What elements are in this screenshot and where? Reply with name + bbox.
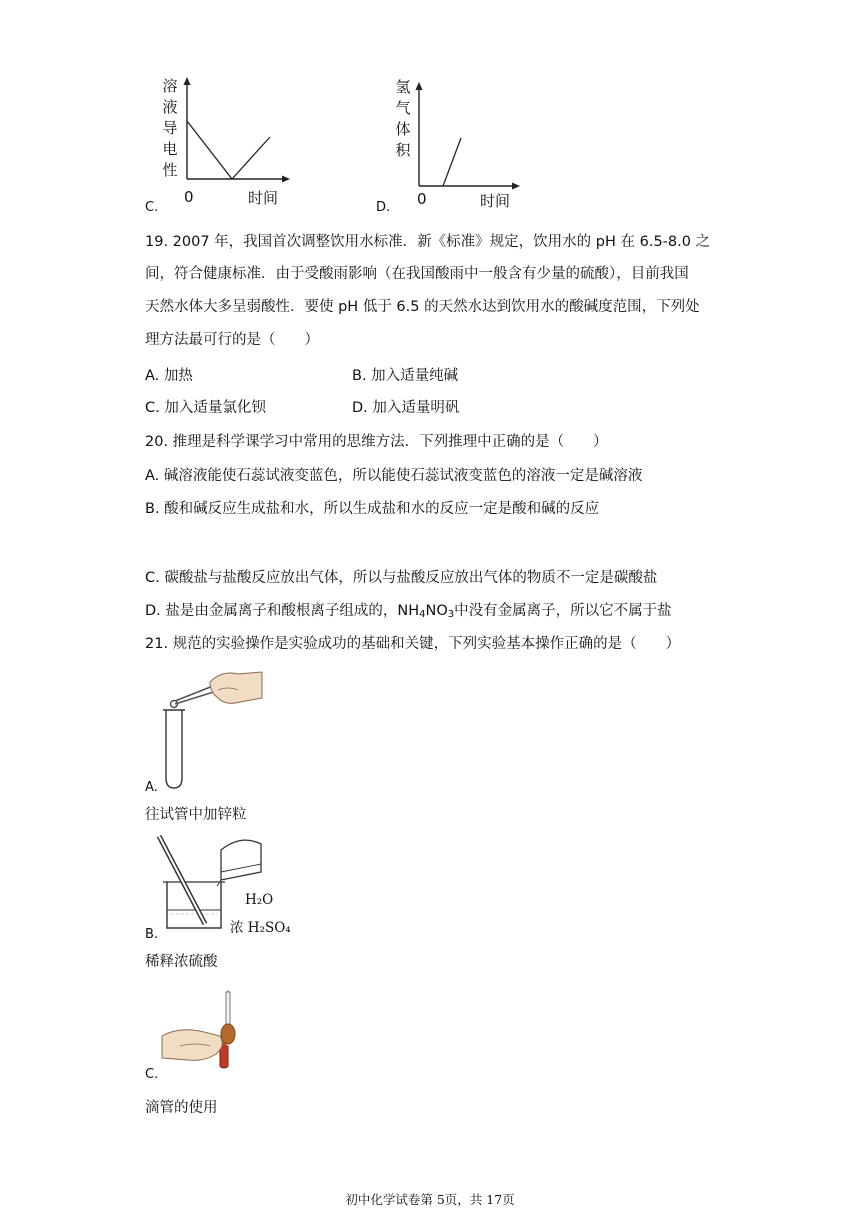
ylabel-char: 体 [395,120,411,138]
question-21-option-b-letter[interactable]: B. [145,927,159,942]
ylabel-char: 导 [162,119,178,137]
ylabel-char: 气 [395,99,411,117]
ylabel-char: 氢 [395,78,411,96]
question-21-stem: 21. 规范的实验操作是实验成功的基础和关键，下列实验基本操作正确的是（ ） [145,636,681,652]
ylabel-char: 电 [162,140,178,158]
question-19-stem-line: 19. 2007 年，我国首次调整饮用水标准．新《标准》规定，饮用水的 pH 在 6.5-8.0 之 [145,234,711,250]
ylabel-char: 液 [162,98,178,116]
question-21-option-b-caption: 稀释浓硫酸 [145,954,218,970]
graph-d-letter: D. [376,200,391,215]
question-21-option-c-letter[interactable]: C. [145,1067,159,1082]
graph-c-xlabel: 时间 [248,189,279,207]
option-d-text: D. 盐是由金属离子和酸根离子组成的， [145,603,398,619]
dropper-illustration[interactable] [160,990,240,1072]
graph-d-xlabel: 时间 [480,192,511,210]
formula-subscript: 4 [419,609,426,620]
formula-subscript: 3 [447,609,455,620]
ylabel-char: 性 [162,161,178,179]
graph-d-origin: 0 [417,190,427,208]
question-19-option-c[interactable]: C. 加入适量氯化钡 [145,400,266,416]
formula-part: NO [425,603,448,619]
page-footer: 初中化学试卷第 5页，共 17页 [345,1192,515,1207]
graph-c-ylabel [160,76,180,181]
graph-d-ylabel [393,77,413,161]
option-d-text: 中没有金属离子，所以它不属于盐 [454,603,672,619]
question-19-stem-line: 理方法最可行的是（ ） [145,332,319,348]
nh4no3-formula [397,603,454,619]
ylabel-char: 溶 [162,77,178,95]
question-19-option-d[interactable]: D. 加入适量明矾 [352,400,460,416]
question-19-option-a[interactable]: A. 加热 [145,368,193,384]
question-21-option-a-caption: 往试管中加锌粒 [145,807,247,823]
graph-c-letter: C. [145,200,159,215]
zinc-test-tube-illustration[interactable] [158,668,268,790]
question-20-stem: 20. 推理是科学课学习中常用的思维方法．下列推理中正确的是（ ） [145,434,608,450]
graph-c-origin: 0 [184,188,194,206]
question-20-option-a[interactable]: A. 碱溶液能使石蕊试液变蓝色，所以能使石蕊试液变蓝色的溶液一定是碱溶液 [145,468,643,484]
question-21-option-a-letter[interactable]: A. [145,780,158,795]
question-19-stem-line: 天然水体大多呈弱酸性．要使 pH 低于 6.5 的天然水达到饮用水的酸碱度范围，下列处 [145,299,700,315]
question-19-option-b[interactable]: B. 加入适量纯碱 [352,368,459,384]
question-19-stem-line: 间，符合健康标准．由于受酸雨影响（在我国酸雨中一般含有少量的硫酸），目前我国 [145,266,689,282]
ylabel-char: 积 [395,141,411,159]
question-20-option-b[interactable]: B. 酸和碱反应生成盐和水，所以生成盐和水的反应一定是酸和碱的反应 [145,501,600,517]
water-label: H₂O [245,892,274,908]
question-20-option-d[interactable] [145,601,672,625]
question-20-option-c[interactable]: C. 碳酸盐与盐酸反应放出气体，所以与盐酸反应放出气体的物质不一定是碳酸盐 [145,570,658,586]
question-21-option-c-caption: 滴管的使用 [145,1100,218,1116]
formula-part: NH [397,603,420,619]
graph-c-plot [180,75,292,185]
graph-d-plot [412,80,522,192]
concentrated-acid-label: 浓 H₂SO₄ [230,920,291,936]
